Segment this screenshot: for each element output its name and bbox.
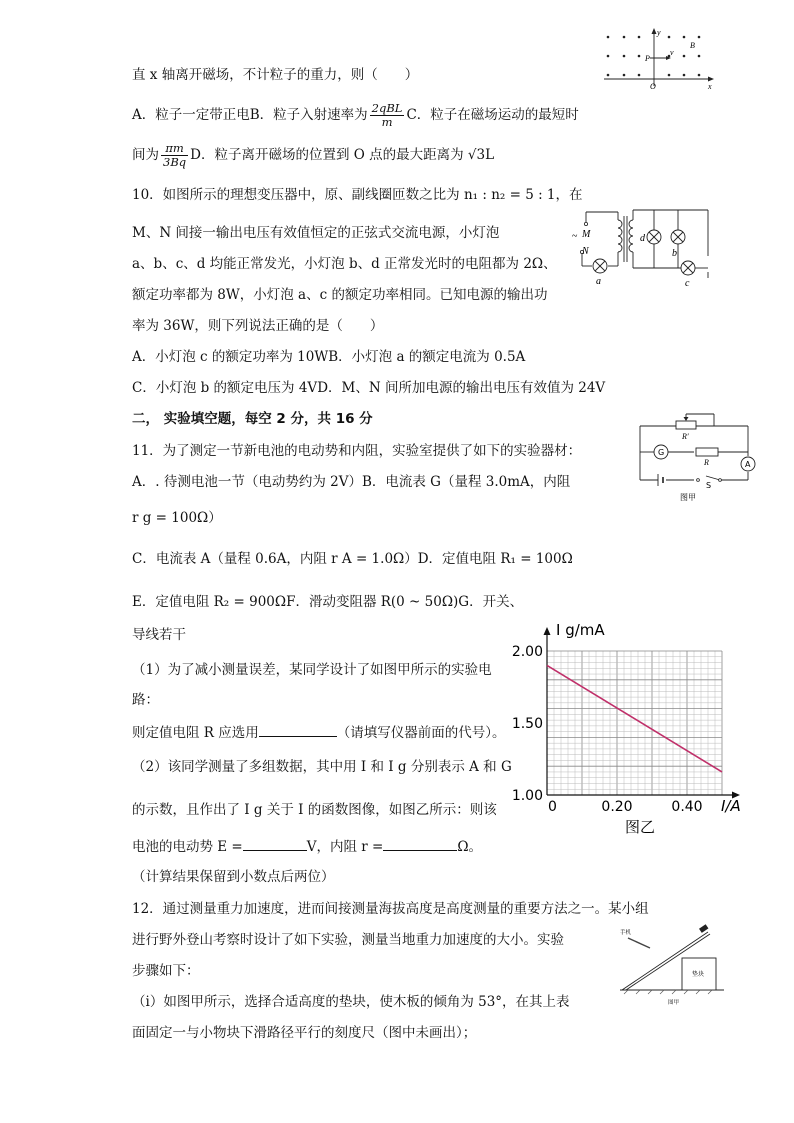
chart-y-tick-label: 2.00 (511, 644, 543, 660)
chart-y-axis-label: I g/mA (556, 621, 605, 639)
q11-option-c: C．电流表 A（量程 0.6A，内阻 r A = 1.0Ω） (132, 551, 418, 567)
q9-field-dot (698, 36, 701, 39)
q9-line1: 直 x 轴离开磁场，不计粒子的重力，则（ ） (132, 67, 419, 83)
q11-part1-a: （1）为了减小测量误差，某同学设计了如图甲所示的实验电 (132, 662, 492, 678)
q9-option-d: D．粒子离开磁场的位置到 O 点的最大距离为 √3L (190, 147, 495, 163)
q11-option-g: G．开关、 (458, 594, 524, 610)
q9-label-y: y (657, 28, 661, 37)
q10-transformer-circuit (572, 204, 712, 290)
chart-x-tick-label: 0.40 (671, 799, 703, 815)
q11-options-cd (132, 550, 573, 568)
q11-part1-c-pre: 则定值电阻 R 应选用 (132, 725, 259, 741)
q11-option-f: F．滑动变阻器 R(0 ~ 50Ω) (286, 594, 459, 610)
q9-options-row (132, 98, 579, 132)
q11-fig-label-r: R (704, 458, 709, 467)
q9-field-dot (623, 36, 626, 39)
chart-y-tick-label: 1.50 (511, 716, 543, 732)
q10-line5: 率为 36W，则下列说法正确的是（ ） (132, 318, 384, 334)
q12-line4: （ⅰ）如图甲所示，选择合适高度的垫块，使木板的倾角为 53°，在其上表 (132, 994, 570, 1010)
q12-label-block: 垫块 (692, 971, 705, 978)
q9-options-row2 (132, 138, 494, 172)
q10-label-a: a (596, 276, 601, 287)
chart-x-tick-label: 0.20 (601, 799, 633, 815)
q11-part2-a: （2）该同学测量了多组数据，其中用 I 和 I g 分别表示 A 和 G (132, 759, 512, 775)
q10-options-cd (132, 379, 605, 397)
q11-option-b-cont: r g = 100Ω） (132, 510, 222, 526)
q12-line5: 面固定一与小物块下滑路径平行的刻度尺（图中未画出）； (132, 1025, 477, 1041)
q10-option-b: B．小灯泡 a 的额定电流为 0.5A (328, 349, 526, 365)
chart-y-tick-label: 1.00 (511, 788, 543, 804)
q10-option-a: A．小灯泡 c 的额定功率为 10W (132, 349, 329, 365)
q9-field-dot (638, 74, 641, 77)
q9-option-b-fraction (370, 102, 405, 129)
q9-field-dot (607, 36, 610, 39)
q9-field-dot (607, 55, 610, 58)
q9-field-dot (683, 55, 686, 58)
q9-option-b-prefix: B．粒子入射速率为 (249, 107, 368, 123)
q10-line2: M、N 间接一输出电压有效值恒定的正弦式交流电源，小灯泡 (132, 225, 500, 241)
q11-fig-label-s: S (706, 481, 712, 490)
q9-option-c-numerator: πm (161, 142, 188, 156)
q11-part2-c-pre: 电池的电动势 E = (132, 839, 243, 855)
q9-field-dot (698, 55, 701, 58)
q12-line1: 12．通过测量重力加速度，进而间接测量海拔高度是高度测量的重要方法之一。某小组 (132, 901, 649, 917)
q11-line1: 11．为了测定一节新电池的电动势和内阻，实验室提供了如下的实验器材： (132, 443, 582, 459)
q10-ac-symbol: ~ (572, 231, 578, 242)
q11-options-ab (132, 473, 570, 491)
q9-option-c-prefix: C．粒子在磁场运动的最短时 (406, 107, 579, 123)
q11-answer-blank-e[interactable] (243, 836, 307, 851)
q9-label-O: O (650, 82, 656, 91)
q9-option-c-fraction (161, 142, 188, 169)
q9-option-b-numerator: 2qBL (371, 100, 403, 115)
q10-option-c: C．小灯泡 b 的额定电压为 4V (132, 380, 318, 396)
q10-label-N: N (582, 246, 589, 257)
q11-answer-blank-r[interactable] (259, 722, 337, 737)
q9-field-dot (683, 36, 686, 39)
q10-label-b: b (672, 248, 677, 259)
q10-option-d: D．M、N 间所加电源的输出电压有效值为 24V (317, 380, 606, 396)
q9-field-dot (623, 74, 626, 77)
q12-incline-figure (616, 922, 728, 1012)
q11-fig-label-g: G (658, 448, 665, 457)
q9-field-dot (668, 74, 671, 77)
q11-fig-label-a: A (745, 460, 751, 469)
q9-field-dot (698, 74, 701, 77)
q9-field-dot (683, 74, 686, 77)
q10-label-d: d (640, 233, 645, 244)
section2-title: 二， 实验填空题，每空 2 分，共 16 分 (132, 411, 373, 427)
q11-option-a: A．. 待测电池一节（电动势约为 2V） (132, 474, 362, 490)
q11-part2-b: 的示数，且作出了 I g 关于 I 的函数图像，如图乙所示：则该 (132, 802, 497, 818)
q9-option-c-cont: 间为 (132, 147, 159, 163)
q12-line2: 进行野外登山考察时设计了如下实验，测量当地重力加速度的大小。实验 (132, 932, 564, 948)
q11-fig-label-rp: R′ (682, 432, 689, 441)
q11-answer-blank-r-internal[interactable] (383, 836, 457, 851)
chart-x-axis-label: I/A (721, 797, 741, 815)
q9-field-dot (668, 36, 671, 39)
chart-caption: 图乙 (625, 818, 656, 836)
q11-part2-c-post: Ω。 (457, 839, 483, 855)
q9-option-a: A．粒子一定带正电 (132, 107, 250, 123)
q10-label-M: M (582, 229, 591, 240)
q11-option-b: B．电流表 G（量程 3.0mA，内阻 (361, 474, 571, 490)
chart-y-axis-arrow (544, 627, 551, 635)
q11-chart-yi (500, 615, 762, 840)
q9-label-x: x (708, 82, 712, 91)
q9-field-dot (638, 36, 641, 39)
q11-option-e: E．定值电阻 R₂ = 900Ω (132, 594, 287, 610)
q9-field-dot (623, 55, 626, 58)
chart-series-line (547, 665, 722, 772)
q11-option-d: D．定值电阻 R₁ = 100Ω (417, 551, 573, 567)
q9-field-dot (607, 74, 610, 77)
q9-option-c-denominator: 3Bq (163, 154, 187, 169)
q11-part1-b: 路： (132, 692, 159, 708)
q10-line4: 额定功率都为 8W，小灯泡 a、c 的额定功率相同。已知电源的输出功 (132, 287, 548, 303)
q9-label-P: P (645, 54, 650, 63)
q11-part1-c-post: （请填写仪器前面的代号）。 (336, 725, 506, 741)
q9-label-v: v (670, 48, 674, 57)
q12-label-phone: 手机 (620, 930, 632, 936)
q9-label-B: B (690, 41, 695, 50)
q10-options-ab (132, 348, 525, 366)
q12-label-caption: 图甲 (668, 1000, 680, 1006)
q11-circuit-figure-jia (636, 412, 762, 504)
chart-x-tick-label: 0 (548, 799, 557, 815)
q11-options-efg (132, 593, 523, 611)
q11-part2-c (132, 836, 482, 856)
q11-fig-caption: 图甲 (680, 493, 696, 502)
q10-line1: 10．如图所示的理想变压器中，原、副线圈匝数之比为 n₁ : n₂ = 5 : 1，在 (132, 187, 583, 203)
q11-part2-d: （计算结果保留到小数点后两位） (132, 869, 335, 885)
q11-option-g-cont: 导线若干 (132, 627, 186, 643)
q10-label-c: c (685, 278, 690, 289)
q11-part2-c-mid: V，内阻 r = (306, 839, 384, 855)
q11-part1-c (132, 722, 506, 742)
q9-option-b-denominator: m (381, 114, 393, 129)
q9-field-dot (638, 55, 641, 58)
q12-line3: 步骤如下： (132, 963, 200, 979)
q9-magnetic-field-figure (598, 26, 718, 92)
q10-line3: a、b、c、d 均能正常发光，小灯泡 b、d 正常发光时的电阻都为 2Ω、 (132, 256, 557, 272)
